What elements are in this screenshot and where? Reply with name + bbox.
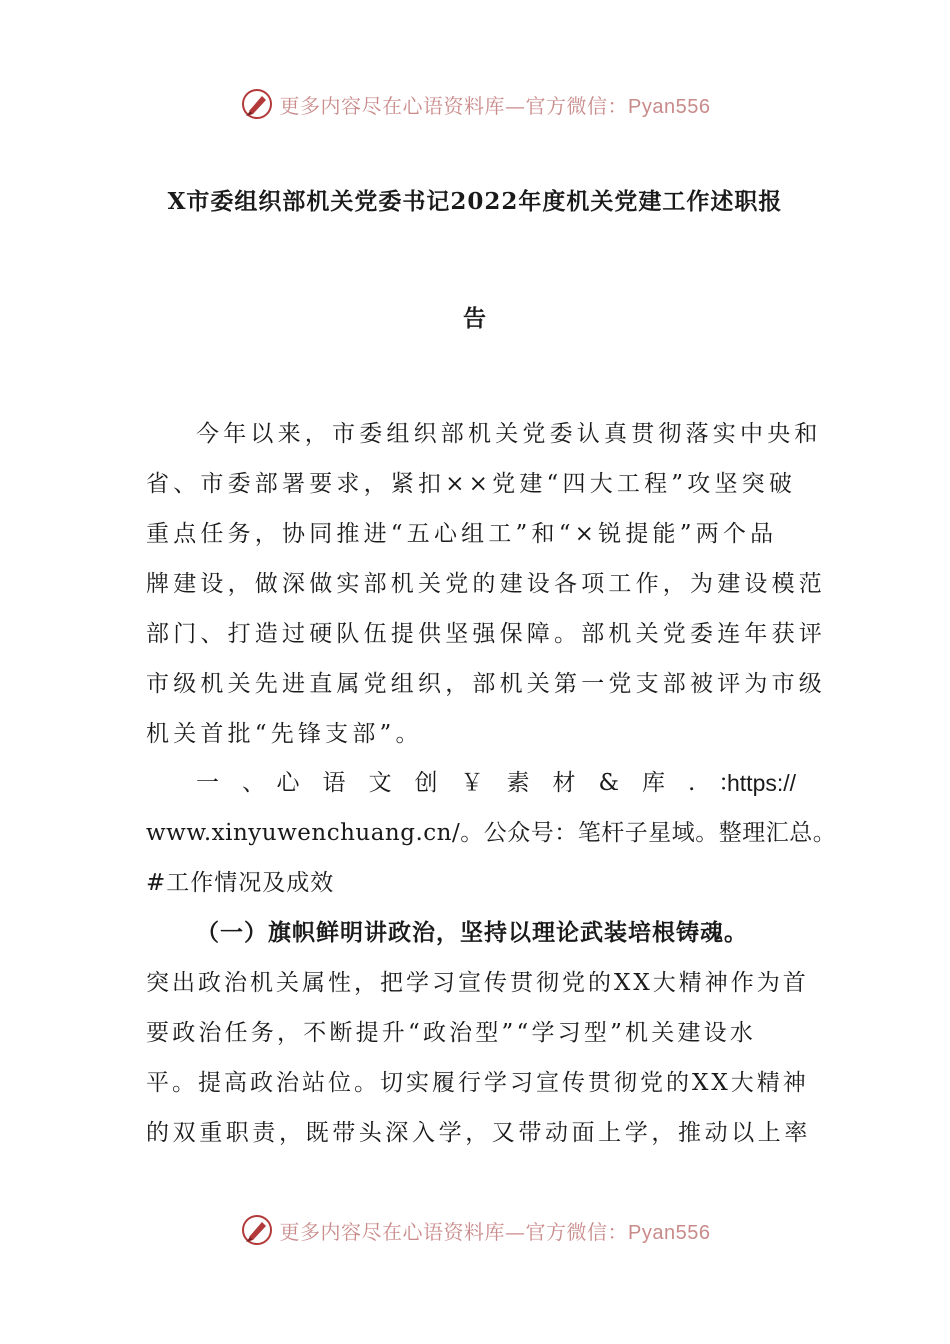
paragraph-line: 省、市委部署要求，紧扣××党建“四大工程”攻坚突破 xyxy=(146,471,797,497)
subsection-heading: （一）旗帜鲜明讲政治，坚持以理论武装培根铸魂。 xyxy=(196,919,748,946)
paragraph-line: 重点任务，协同推进“五心组工”和“×锐提能”两个品 xyxy=(146,521,778,547)
paragraph-line: 的双重职责，既带头深入学，又带动面上学，推动以上率 xyxy=(146,1120,811,1146)
section-url-part1[interactable]: https:// xyxy=(727,770,797,796)
paragraph-line: 要政治任务，不断提升“政治型”“学习型”机关建设水 xyxy=(146,1020,757,1046)
section-heading: #工作情况及成效 xyxy=(146,870,335,896)
paragraph-line: 牌建设，做深做实部机关党的建设各项工作，为建设模范 xyxy=(146,571,826,597)
pen-nib-logo-icon xyxy=(240,87,274,121)
watermark-text: 更多内容尽在心语资料库—官方微信：Pyan556 xyxy=(279,1219,711,1244)
paragraph-line: 平。提高政治站位。切实履行学习宣传贯彻党的XX大精神 xyxy=(146,1070,809,1096)
section-url-line: www.xinyuwenchuang.cn/。公众号：笔杆子星域。整理汇总。 xyxy=(146,820,837,846)
paragraph-line: 市级机关先进直属党组织，部机关第一党支部被评为市级 xyxy=(146,671,826,697)
paragraph-line: 机关首批“先锋支部”。 xyxy=(146,721,423,747)
footer-watermark xyxy=(0,1210,950,1250)
paragraph-line: 今年以来，市委组织部机关党委认真贯彻落实中央和 xyxy=(196,421,822,447)
document-title-line1: X市委组织部机关党委书记2022年度机关党建工作述职报 xyxy=(167,188,783,215)
section-heading-prefix: 一 、 心 语 文 创 ￥ 素 材 & 库 . ： xyxy=(196,770,742,796)
watermark-text: 更多内容尽在心语资料库—官方微信：Pyan556 xyxy=(279,93,711,118)
document-title-line2: 告 xyxy=(463,305,487,332)
pen-nib-logo-icon xyxy=(240,1213,274,1247)
paragraph-line: 突出政治机关属性，把学习宣传贯彻党的XX大精神作为首 xyxy=(146,970,809,996)
header-watermark xyxy=(0,84,950,124)
paragraph-line: 部门、打造过硬队伍提供坚强保障。部机关党委连年获评 xyxy=(146,621,826,647)
